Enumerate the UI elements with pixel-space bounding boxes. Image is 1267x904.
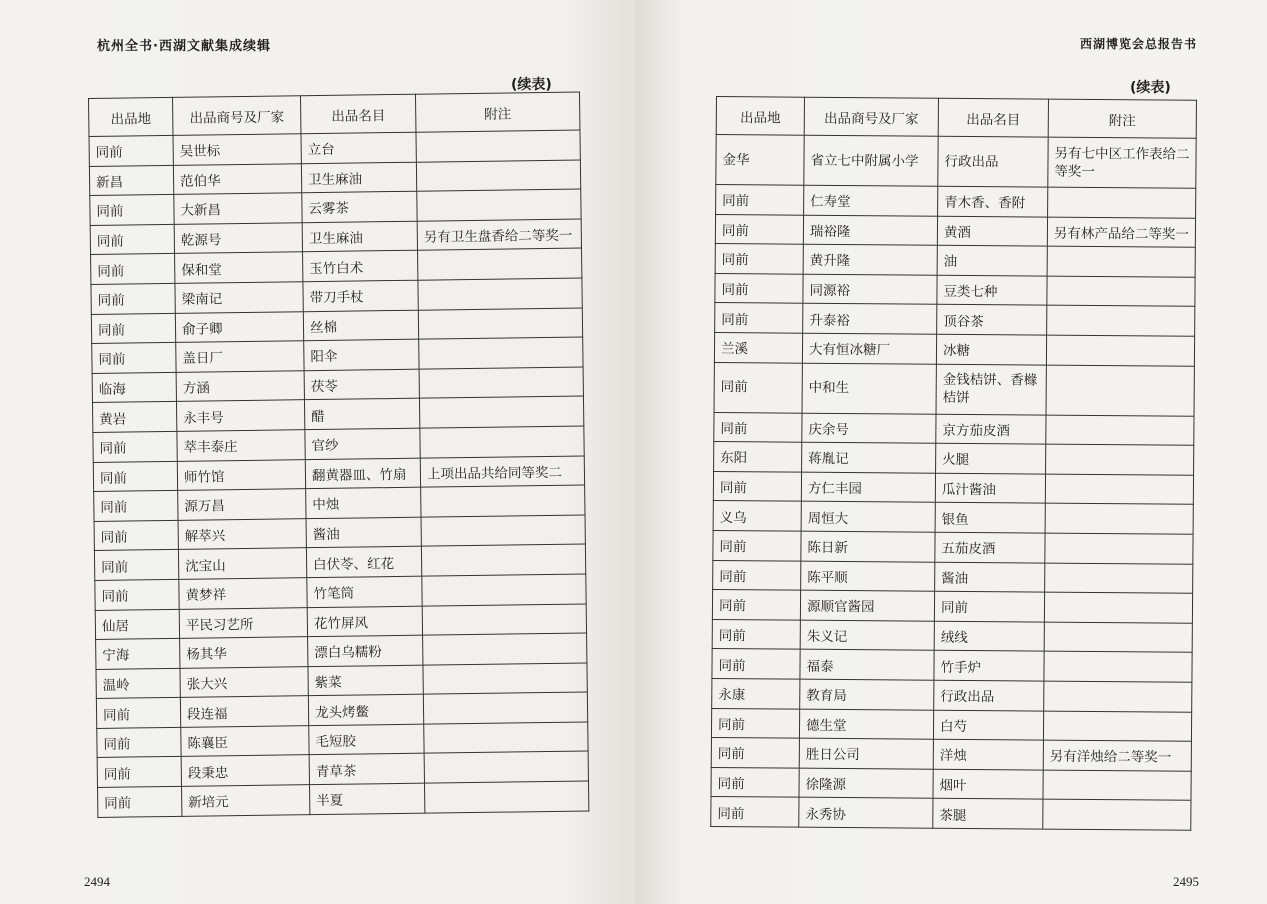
table-cell: 大新昌 [174,193,302,224]
table-cell: 临海 [92,372,176,403]
table-cell: 立台 [301,132,416,163]
exhibit-table [710,96,1197,831]
table-cell [1046,365,1194,416]
table-cell [422,574,586,606]
table-cell: 东阳 [714,442,802,472]
column-header: 出品商号及厂家 [804,97,938,136]
table-cell [1047,246,1195,277]
table-row [98,781,589,817]
table-cell [1046,335,1194,366]
table-cell: 陈平顺 [801,561,935,592]
table-cell: 永丰号 [176,400,304,431]
table-cell: 瑞裕隆 [803,215,937,246]
table-row [711,708,1191,741]
table-row [711,797,1191,830]
table-cell: 升泰裕 [803,304,937,335]
table-cell: 油 [937,245,1047,275]
table-cell: 同前 [90,195,174,226]
table-cell: 萃丰泰庄 [177,430,305,461]
table-header-row [89,92,580,136]
table-row [714,332,1194,365]
table-row [716,185,1196,218]
table-cell: 醋 [304,399,419,430]
table-row [715,273,1195,306]
table-cell: 张大兴 [180,666,308,697]
table-cell: 新昌 [89,165,173,196]
table-cell: 永康 [712,678,800,708]
table-cell: 同前 [713,560,801,590]
table-cell: 兰溪 [714,332,802,362]
table-cell [423,663,587,695]
table-cell: 俞子卿 [175,311,303,342]
table-cell: 金华 [716,135,804,186]
table-cell [1044,622,1192,653]
table-cell: 银鱼 [935,503,1045,533]
table-cell: 师竹馆 [177,459,305,490]
running-head: 西湖博览会总报告书 [1079,37,1197,51]
table-cell: 卫生麻油 [301,162,416,193]
table-cell: 同前 [94,550,178,581]
table-cell: 上项出品共给同等奖二 [420,456,584,488]
table-cell: 金钱桔饼、香橼桔饼 [936,364,1046,415]
table-cell: 茯苓 [304,369,419,400]
table-cell: 同前 [711,797,799,827]
table-cell [416,130,580,162]
table-cell [1044,681,1192,712]
table-cell: 瓜汁酱油 [935,473,1045,503]
column-header: 出品地 [89,97,173,136]
table-cell: 京方茄皮酒 [936,414,1046,444]
table-row [713,560,1193,593]
table-cell [1044,651,1192,682]
table-cell: 黄升隆 [803,244,937,275]
table-cell: 火腿 [936,443,1046,473]
table-cell: 官纱 [305,428,420,459]
table-cell [1044,592,1192,623]
table-cell [424,781,588,813]
table-cell [418,278,582,310]
table-cell [1043,799,1191,830]
table-cell: 沈宝山 [178,548,306,579]
table-cell [422,604,586,636]
table-cell: 同前 [715,303,803,333]
table-cell: 中和生 [802,363,936,414]
table-cell [421,515,585,547]
table-cell [420,426,584,458]
table-cell: 顶谷茶 [937,305,1047,335]
column-header: 出品地 [716,97,804,136]
table-row [711,738,1191,771]
table-cell: 徐隆源 [799,768,933,799]
table-cell [1043,711,1191,742]
table-cell: 同前 [91,254,175,285]
table-cell: 紫菜 [308,665,423,696]
table-cell: 保和堂 [175,252,303,283]
table-cell [1045,503,1193,534]
table-cell: 段连福 [180,696,308,727]
continued-label: (续表) [511,77,552,93]
table-cell [424,722,588,754]
table-cell: 青木香、香附 [938,186,1048,216]
table-cell: 同前 [715,214,803,244]
table-cell: 同前 [94,520,178,551]
table-cell [416,160,580,192]
table-cell: 豆类七种 [937,275,1047,305]
table-cell: 同源裕 [803,274,937,305]
table-cell: 盖日厂 [176,341,304,372]
table-cell: 德生堂 [799,709,933,740]
table-cell: 同前 [712,590,800,620]
table-cell: 丝棉 [303,310,418,341]
table-cell: 洋烛 [933,739,1043,769]
table-cell: 平民习艺所 [179,607,307,638]
table-cell: 同前 [711,767,799,797]
column-header: 出品名目 [938,98,1048,137]
table-row [713,471,1193,504]
table-cell: 黄岩 [92,402,176,433]
table-row [713,501,1193,534]
table-cell: 毛短胶 [309,724,424,755]
table-cell: 范伯华 [173,163,301,194]
table-cell [1045,533,1193,564]
table-cell: 段秉忠 [181,755,309,786]
table-cell [1047,305,1195,336]
table-cell: 同前 [715,244,803,274]
table-cell [1046,415,1194,446]
table-cell [419,337,583,369]
table-cell: 白芍 [933,710,1043,740]
table-cell: 同前 [94,490,178,521]
column-header: 附注 [415,92,579,132]
table-cell: 青草茶 [309,754,424,785]
table-cell [1045,563,1193,594]
table-cell: 同前 [90,224,174,255]
table-cell [419,367,583,399]
table-cell: 仙居 [95,609,179,640]
table-cell: 解萃兴 [178,518,306,549]
table-row [712,619,1192,652]
table-cell: 绒线 [934,621,1044,651]
table-cell: 同前 [712,619,800,649]
table-cell: 茶腿 [933,799,1043,829]
table-cell: 同前 [714,412,802,442]
table-cell: 同前 [713,471,801,501]
table-cell [1043,770,1191,801]
left-page [0,0,633,904]
table-cell: 义乌 [713,501,801,531]
table-cell: 同前 [93,431,177,462]
table-cell: 同前 [91,313,175,344]
table-cell: 教育局 [800,679,934,710]
table-cell [423,692,587,724]
table-cell [419,396,583,428]
table-cell: 杨其华 [180,637,308,668]
table-cell: 同前 [711,708,799,738]
table-cell: 行政出品 [938,136,1048,187]
continued-label: (续表) [1130,80,1171,96]
table-cell: 白伏苓、红花 [306,546,421,577]
table-cell: 酱油 [935,562,1045,592]
table-cell: 同前 [97,727,181,758]
table-cell: 同前 [716,185,804,215]
table-cell [421,544,585,576]
column-header: 出品商号及厂家 [172,96,300,136]
table-cell: 竹笔筒 [307,576,422,607]
table-cell: 庆余号 [802,413,936,444]
table-cell: 同前 [712,649,800,679]
table-cell: 同前 [711,738,799,768]
table-cell: 同前 [97,757,181,788]
column-header: 出品名目 [300,94,415,134]
table-cell: 卫生麻油 [302,221,417,252]
table-row [715,244,1195,277]
table-cell: 另有林产品给二等奖一 [1047,217,1195,248]
table-cell: 蒋胤记 [802,442,936,473]
table-cell: 陈襄臣 [181,726,309,757]
table-cell: 源万昌 [178,489,306,520]
table-cell [418,308,582,340]
table-cell: 胜日公司 [799,738,933,769]
table-cell: 竹手炉 [934,651,1044,681]
table-cell: 方涵 [176,370,304,401]
table-cell: 龙头烤鳖 [308,694,423,725]
table-cell: 宁海 [96,638,180,669]
table-cell: 同前 [92,343,176,374]
table-cell: 新培元 [182,785,310,816]
table-cell: 同前 [714,362,802,413]
table-cell: 花竹屏风 [307,606,422,637]
table-cell [421,485,585,517]
table-cell: 漂白乌糯粉 [308,635,423,666]
table-row [715,214,1195,247]
table-cell [1045,474,1193,505]
exhibit-table [88,92,589,818]
table-cell: 半夏 [310,783,425,814]
table-cell: 带刀手杖 [303,280,418,311]
table-row [713,530,1193,563]
table-cell [424,751,588,783]
table-cell: 冰糖 [936,334,1046,364]
table-cell [1048,187,1196,218]
table-row [716,135,1196,189]
table-header-row [716,97,1196,139]
table-cell: 温岭 [96,668,180,699]
table-cell: 周恒大 [801,502,935,533]
table-cell [417,189,581,221]
table-cell: 同前 [934,591,1044,621]
table-row [714,362,1194,416]
table-row [714,442,1194,475]
table-row [712,678,1192,711]
table-cell: 同前 [715,273,803,303]
table-cell: 烟叶 [933,769,1043,799]
table-cell [1046,444,1194,475]
table-cell: 同前 [95,579,179,610]
table-cell: 玉竹白术 [303,251,418,282]
page-number: 2494 [84,874,110,889]
table-cell: 源顺官酱园 [800,590,934,621]
table-row [711,767,1191,800]
table-cell: 五茄皮酒 [935,532,1045,562]
running-head: 杭州全书·西湖文献集成续辑 [97,39,271,54]
table-cell: 云雾茶 [302,191,417,222]
table-cell: 吴世标 [173,134,301,165]
table-cell: 酱油 [306,517,421,548]
table-cell: 陈日新 [801,531,935,562]
table-cell: 同前 [96,698,180,729]
table-cell: 同前 [98,786,182,817]
page-number: 2495 [1173,874,1199,889]
table-cell: 黄梦祥 [179,578,307,609]
table-cell: 同前 [91,283,175,314]
column-header: 附注 [1048,99,1196,138]
table-cell: 福泰 [800,649,934,680]
right-page [634,0,1267,904]
table-row [715,303,1195,336]
table-cell: 省立七中附属小学 [804,135,938,186]
table-cell: 中烛 [306,487,421,518]
table-cell: 同前 [713,530,801,560]
table-row [712,649,1192,682]
table-cell [418,248,582,280]
table-cell: 阳伞 [304,339,419,370]
table-cell: 另有洋烛给二等奖一 [1043,740,1191,771]
table-cell: 朱义记 [800,620,934,651]
table-cell: 翻黄器皿、竹扇 [305,458,420,489]
table-cell: 另有七中区工作表给二等奖一 [1048,137,1196,188]
table-cell: 黄酒 [937,216,1047,246]
table-cell [423,633,587,665]
table-cell: 另有卫生盘香给二等奖一 [417,219,581,251]
table-cell: 仁寿堂 [804,185,938,216]
table-cell: 同前 [93,461,177,492]
table-row [712,590,1192,623]
table-cell: 同前 [89,135,173,166]
table-cell: 永秀协 [799,797,933,828]
table-cell: 乾源号 [174,222,302,253]
table-cell: 方仁丰园 [801,472,935,503]
table-cell: 行政出品 [934,680,1044,710]
table-cell: 梁南记 [175,282,303,313]
table-cell [1047,276,1195,307]
table-row [714,412,1194,445]
table-cell: 大有恒冰糖厂 [802,333,936,364]
